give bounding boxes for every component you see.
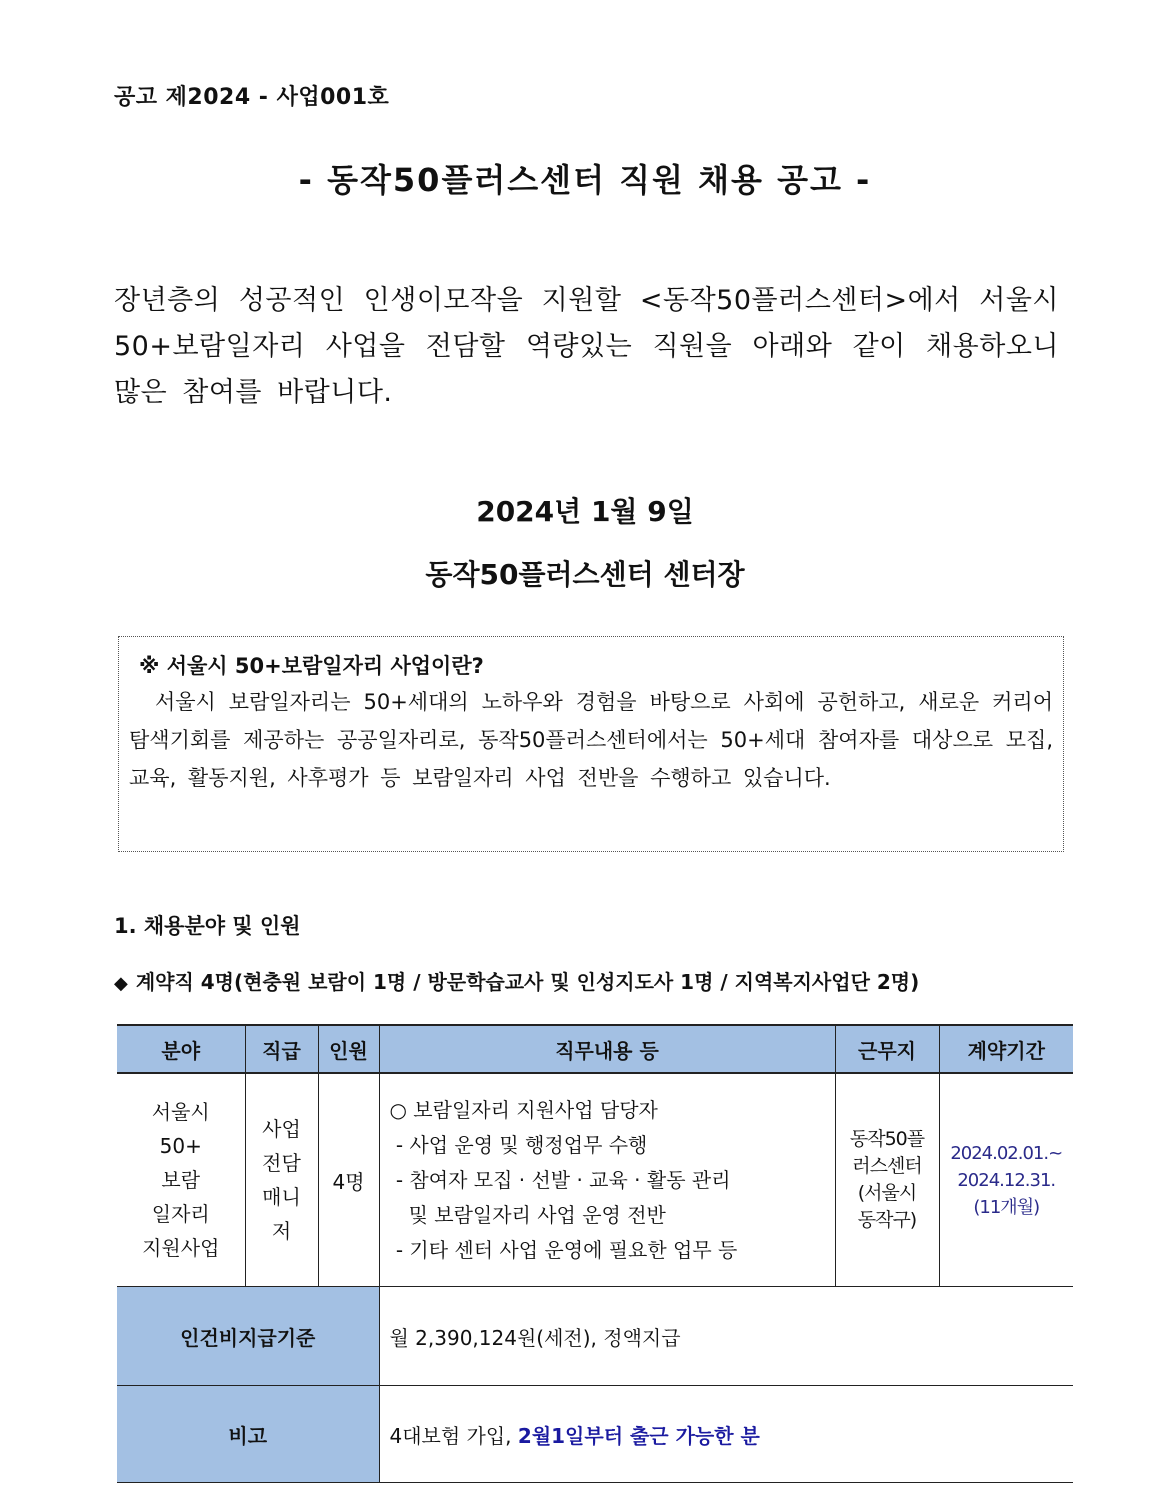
note-label: 비고: [117, 1386, 379, 1483]
intro-paragraph: 장년층의 성공적인 인생이모작을 지원할 <동작50플러스센터>에서 서울시 50+보람일자리 사업을 전담할 역량있는 직원을 아래와 같이 채용하오니 많은 참여를 바랍니다.: [114, 285, 1059, 408]
header-duties: 직무내용 등: [379, 1025, 835, 1073]
table-row-pay: [117, 1287, 1073, 1386]
pay-label: 인건비지급기준: [117, 1287, 379, 1386]
table-row-note: [117, 1386, 1073, 1483]
header-headcount: 인원: [318, 1025, 379, 1073]
signer: 동작50플러스센터 센터장: [425, 558, 745, 591]
cell-period: 2024.02.01.~ 2024.12.31. (11개월): [939, 1073, 1073, 1287]
header-grade: 직급: [245, 1025, 318, 1073]
info-box-body: 서울시 보람일자리는 50+세대의 노하우와 경험을 바탕으로 사회에 공헌하고, 새로운 커리어 탐색기회를 제공하는 공공일자리로, 동작50플러스센터에서는 50+세대 참여자를 대상으로 모집, 교육, 활동지원, 사후평가 등 보람일자리 사업 전반을 수행하고 있습니다.: [129, 690, 1053, 790]
cell-workplace: 동작50플 러스센터 (서울시 동작구): [835, 1073, 939, 1287]
cell-grade: 사업 전담 매니 저: [245, 1073, 318, 1287]
announcement-date: 2024년 1월 9일: [476, 495, 694, 528]
cell-headcount: 4명: [318, 1073, 379, 1287]
note-value: 4대보험 가입, 2월1일부터 출근 가능한 분: [379, 1386, 1073, 1483]
cell-field: 서울시 50+ 보람 일자리 지원사업: [117, 1073, 245, 1287]
note-highlight: 2월1일부터 출근 가능한 분: [517, 1423, 760, 1448]
table-row: [117, 1073, 1073, 1287]
info-box-heading: ※ 서울시 50+보람일자리 사업이란?: [139, 654, 484, 678]
section-heading: 1. 채용분야 및 인원: [114, 914, 301, 938]
header-workplace: 근무지: [835, 1025, 939, 1073]
page-title: - 동작50플러스센터 직원 채용 공고 -: [298, 161, 872, 199]
table-header-row: [117, 1025, 1073, 1073]
cell-duties: ○ 보람일자리 지원사업 담당자 - 사업 운영 및 행정업무 수행 - 참여자 모집 · 선발 · 교육 · 활동 관리 및 보람일자리 사업 운영 전반 - 기타 센터 사업 운영에 필요한 업무 등: [379, 1073, 835, 1287]
pay-value: 월 2,390,124원(세전), 정액지급: [379, 1287, 1073, 1386]
diamond-bullet-icon: ◆: [114, 973, 128, 994]
header-period: 계약기간: [939, 1025, 1073, 1073]
recruitment-table: [117, 1024, 1073, 1483]
header-field: 분야: [117, 1025, 245, 1073]
info-box: [118, 636, 1064, 852]
notice-number: 공고 제2024 - 사업001호: [114, 85, 390, 110]
recruitment-summary: ◆ 계약직 4명(현충원 보람이 1명 / 방문학습교사 및 인성지도사 1명 / 지역복지사업단 2명): [114, 970, 920, 994]
